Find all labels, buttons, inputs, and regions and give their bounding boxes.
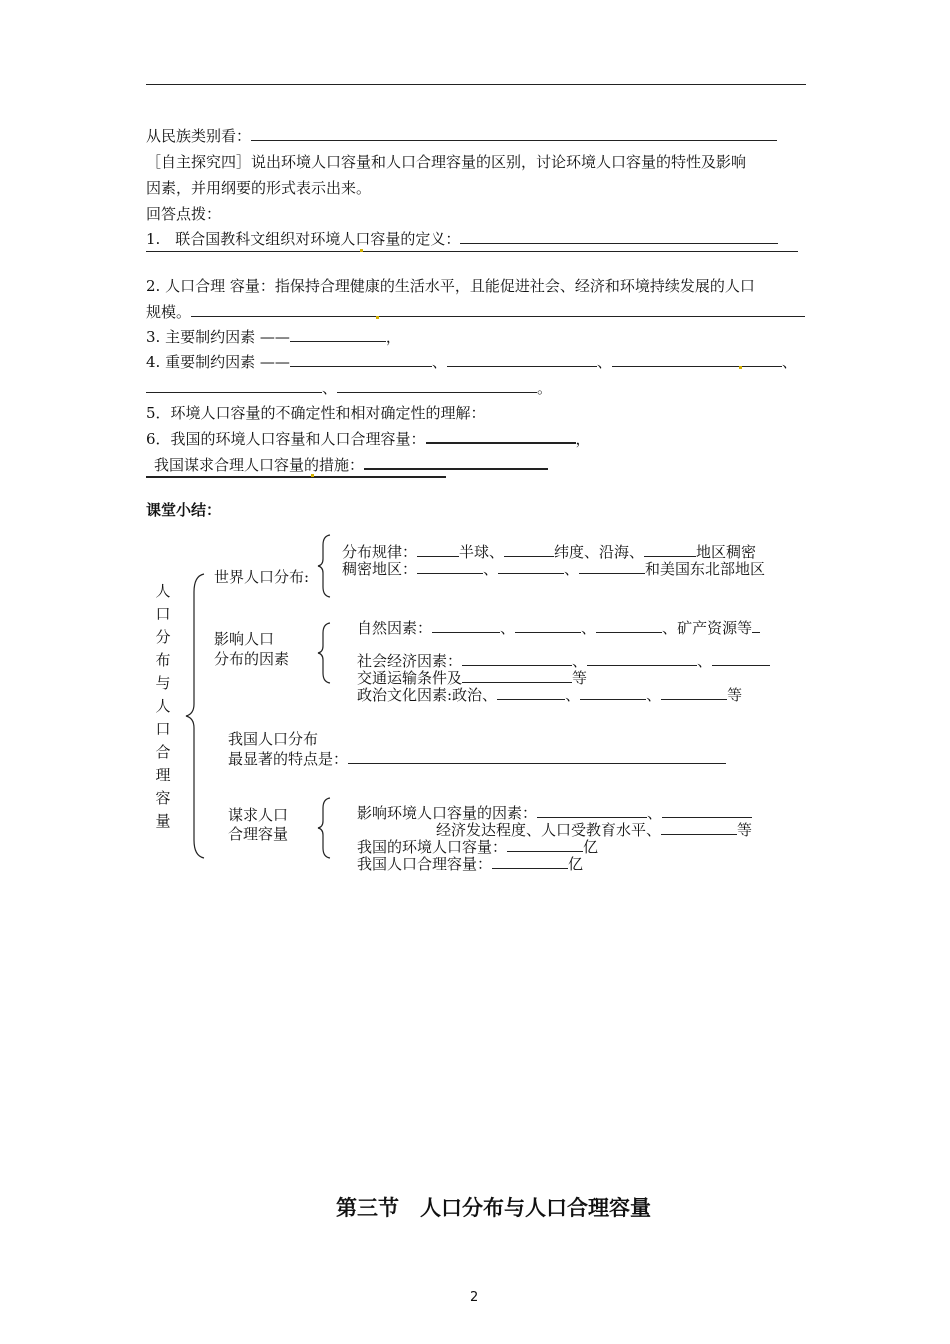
yi-text: 亿 [568, 855, 584, 873]
reasonable-label: 我国人口合理容量： [357, 855, 493, 873]
dense-label: 稠密地区： [342, 560, 418, 578]
dense-blank-3[interactable] [579, 559, 645, 574]
natural-blank-4[interactable] [752, 618, 760, 633]
root-brace [182, 572, 208, 860]
dense-areas-line [342, 559, 765, 579]
sep: 、 [647, 804, 663, 822]
q3-comma: ， [385, 328, 401, 346]
env-blank-2[interactable] [662, 803, 752, 818]
q5-line: 5．环境人口容量的不确定性和相对确定性的理解： [146, 404, 486, 422]
dense-blank-2[interactable] [498, 559, 564, 574]
sep: 、 [697, 652, 713, 670]
q6-line-b [154, 454, 548, 475]
inquiry4-line-a: ［自主探究四］说出环境人口容量和人口合理容量的区别，讨论环境人口容量的特性及影响 [146, 153, 747, 171]
q3-blank[interactable] [290, 327, 386, 342]
reasonable-blank[interactable] [492, 854, 568, 869]
social-blank-1[interactable] [462, 651, 572, 666]
mark [311, 474, 314, 477]
hint-label: 回答点拨： [146, 205, 222, 223]
mineral-text: 矿产资源等 [677, 619, 753, 637]
sep: 、 [581, 619, 597, 637]
china-label-a: 我国人口分布 [228, 730, 319, 748]
china-feature-blank[interactable] [348, 749, 726, 764]
transport-blank[interactable] [462, 668, 572, 683]
natural-factors-line [357, 618, 760, 638]
politics-blank-2[interactable] [580, 685, 646, 700]
q6-comma: ， [575, 430, 591, 448]
q2-line-a: 2. 人口合理 容量：指保持合理健康的生活水平，且能促进社会、经济和环境持续发展的人口 [146, 277, 755, 295]
sep: 、 [646, 686, 662, 704]
q4-line-2 [146, 378, 552, 398]
social-label: 社会经济因素： [357, 652, 463, 670]
world-distribution: 世界人口分布: [214, 568, 310, 586]
env-factors-label: 影响环境人口容量的因素： [357, 804, 538, 822]
q6b-blank-line-2[interactable] [146, 476, 446, 478]
politics-blank-1[interactable] [497, 685, 565, 700]
sep: 、 [322, 379, 338, 397]
sep: 、 [572, 652, 588, 670]
latitude-blank[interactable] [504, 542, 554, 557]
sep: 、 [483, 560, 499, 578]
q4-blank-4[interactable] [146, 378, 322, 393]
ethnic-blank[interactable] [251, 126, 777, 141]
china-line [228, 749, 726, 769]
transport-label: 交通运输条件及 [357, 669, 463, 687]
deng-text: 等 [737, 821, 753, 839]
q3-label: 3. 主要制约因素 —— [146, 328, 290, 346]
dense-blank-1[interactable] [417, 559, 483, 574]
econ-blank[interactable] [661, 820, 737, 835]
politics-line [357, 685, 742, 705]
sep: 、 [662, 619, 678, 637]
q6-label: 6．我国的环境人口容量和人口合理容量： [146, 430, 426, 448]
env-capacity-label: 我国的环境人口容量： [357, 838, 508, 856]
politics-label: 政治文化因素:政治、 [357, 686, 498, 704]
deng-text: 等 [572, 669, 588, 687]
china-label-b: 最显著的特点是： [228, 750, 349, 768]
dense-tail-text: 和美国东北部地区 [645, 560, 766, 578]
summary-title: 课堂小结： [146, 501, 222, 519]
q6b-blank[interactable] [364, 454, 548, 470]
banqiu-text: 半球、 [459, 543, 505, 561]
q4-label: 4. 重要制约因素 —— [146, 353, 290, 371]
q4-blank-3[interactable] [612, 352, 782, 367]
period: 。 [537, 379, 553, 397]
header-rule [146, 84, 806, 85]
mark [739, 366, 742, 369]
sep: 、 [431, 353, 447, 371]
page-number: 2 [470, 1290, 479, 1305]
natural-blank-1[interactable] [432, 618, 500, 633]
ethnic-line [146, 126, 777, 146]
natural-blank-2[interactable] [515, 618, 581, 633]
q2-line-b [146, 302, 805, 322]
q1-blank-line-2[interactable] [146, 251, 798, 252]
q6-line [146, 428, 591, 449]
yi-text: 亿 [583, 838, 599, 856]
sep: 、 [500, 619, 516, 637]
natural-label: 自然因素： [357, 619, 433, 637]
seek-brace [316, 796, 332, 860]
q4-blank-2[interactable] [447, 352, 597, 367]
rule-label: 分布规律： [342, 543, 418, 561]
q6-blank[interactable] [426, 428, 576, 444]
social-blank-2[interactable] [587, 651, 697, 666]
politics-blank-3[interactable] [661, 685, 727, 700]
q2-label: 规模。 [146, 303, 192, 321]
ethnic-label: 从民族类别看： [146, 127, 252, 145]
sep: 、 [781, 353, 797, 371]
social-blank-3[interactable] [712, 651, 770, 666]
sep: 、 [596, 353, 612, 371]
econ-label: 经济发达程度、人口受教育水平、 [436, 821, 662, 839]
q2-blank[interactable] [191, 302, 805, 317]
sep: 、 [564, 560, 580, 578]
seek-label-a: 谋求人口 [228, 806, 289, 824]
sep: 、 [565, 686, 581, 704]
mark [360, 249, 363, 252]
deng-text: 等 [727, 686, 743, 704]
world-brace [316, 533, 332, 599]
q1-blank[interactable] [460, 229, 778, 244]
q4-blank-5[interactable] [337, 378, 537, 393]
natural-blank-3[interactable] [596, 618, 662, 633]
q6b-label: 我国谋求合理人口容量的措施： [154, 456, 365, 474]
env-blank-1[interactable] [537, 803, 647, 818]
section-heading: 第三节 人口分布与人口合理容量 [336, 1196, 651, 1220]
q4-line [146, 352, 797, 372]
summary-root: 人口分布与人口合理容量 [155, 582, 171, 830]
seek-label-b: 合理容量 [228, 825, 289, 843]
q4-blank-1[interactable] [290, 352, 432, 367]
mark [376, 316, 379, 319]
q1-label: 1. 联合国教科文组织对环境人口容量的定义： [146, 230, 461, 248]
dense-region-text: 地区稠密 [696, 543, 757, 561]
weidu-text: 纬度、沿海、 [554, 543, 645, 561]
region-blank[interactable] [644, 542, 696, 557]
q1-line [146, 229, 778, 249]
influence-brace [316, 621, 332, 685]
hemisphere-blank[interactable] [417, 542, 459, 557]
env-capacity-blank[interactable] [507, 837, 583, 852]
q3-line [146, 327, 401, 347]
influence-label-b: 分布的因素 [214, 650, 290, 668]
influence-label-a: 影响人口 [214, 630, 275, 648]
inquiry4-line-b: 因素，并用纲要的形式表示出来。 [146, 179, 372, 197]
reasonable-capacity-line [357, 854, 583, 874]
